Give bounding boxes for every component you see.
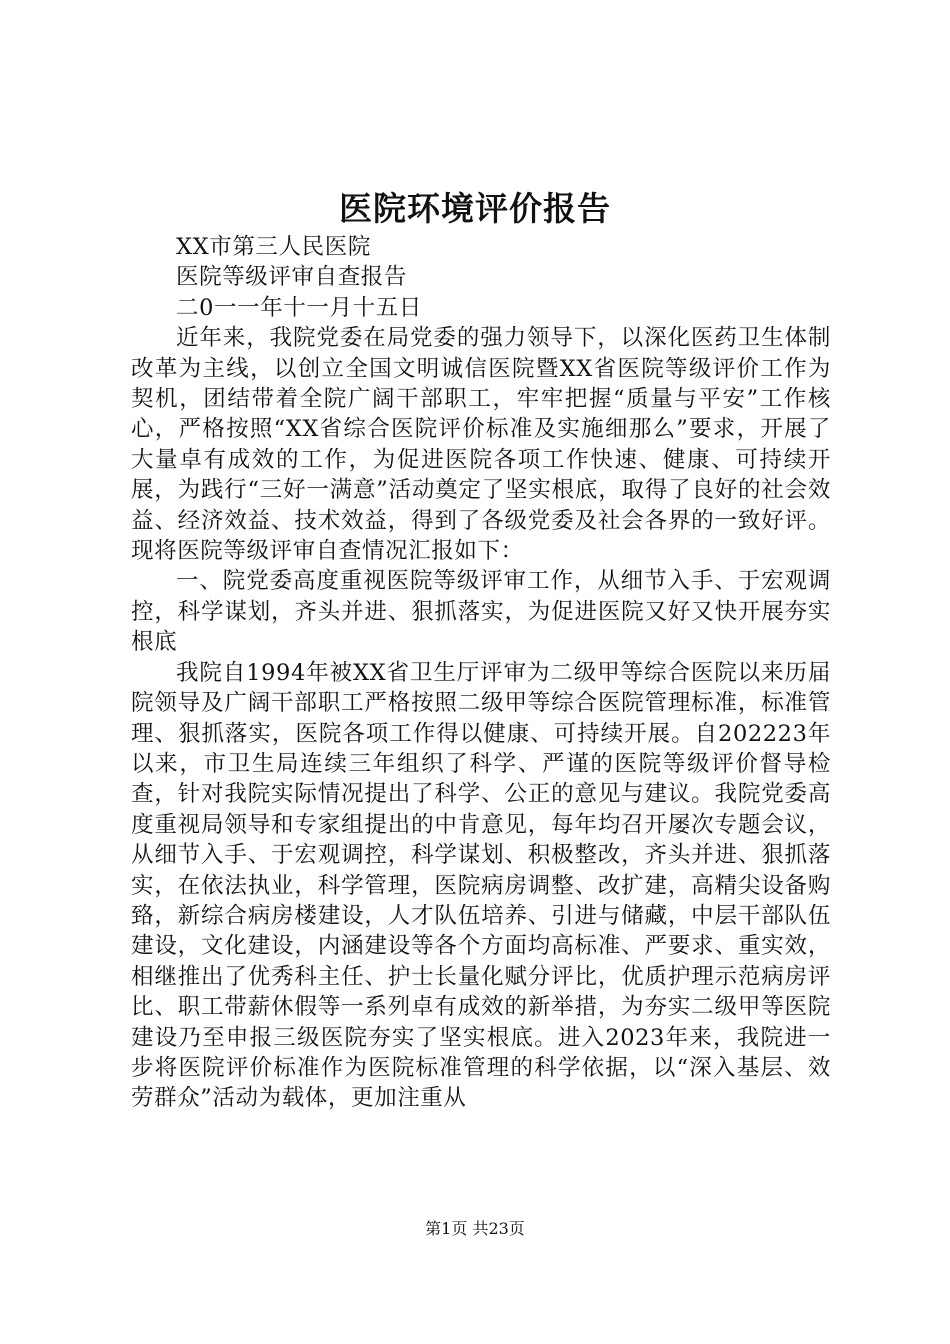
paragraph-report-title: 医院等级评审自查报告	[176, 264, 408, 291]
paragraph-date: 二0一一年十一月十五日	[176, 294, 422, 321]
document-body	[131, 232, 831, 1114]
page-footer: 第1页 共23页	[425, 1219, 525, 1238]
paragraph-section-heading: 一、院党委高度重视医院等级评审工作，从细节入手、于宏观调控，科学谋划，齐头并进、狠抓落实，为促进医院又好又快开展夯实根底	[131, 568, 831, 656]
paragraph-body: 我院自1994年被XX省卫生厅评审为二级甲等综合医院以来历届院领导及广阔干部职工严格按照二级甲等综合医院管理标准，标准管理、狠抓落实，医院各项工作得以健康、可持续开展。自202223年以来，市卫生局连续三年组织了科学、严谨的医院等级评价督导检查，针对我院实际情况提出了科学、公正的意见与建议。我院党委高度重视局领导和专家组提出的中肯意见，每年均召开屡次专题会议，从细节入手、于宏观调控，科学谋划、积极整改，齐头并进、狠抓落实，在依法执业，科学管理，医院病房调整、改扩建，高精尖设备购臵，新综合病房楼建设，人才队伍培养、引进与储藏，中层干部队伍建设，文化建设，内涵建设等各个方面均高标准、严要求、重实效，相继推出了优秀科主任、护士长量化赋分评比，优质护理示范病房评比、职工带薪休假等一系列卓有成效的新举措，为夯实二级甲等医院建设乃至申报三级医院夯实了坚实根底。进入2023年来，我院进一步将医院评价标准作为医院标准管理的科学依据，以“深入基层、效劳群众”活动为载体，更加注重从	[131, 659, 831, 1112]
paragraph-hospital-name: XX市第三人民医院	[176, 234, 371, 260]
paragraph-intro: 近年来，我院党委在局党委的强力领导下，以深化医药卫生体制改革为主线，以创立全国文明诚信医院暨XX省医院等级评价工作为契机，团结带着全院广阔干部职工，牢牢把握“质量与平安”工作核心，严格按照“XX省综合医院评价标准及实施细那么”要求，开展了大量卓有成效的工作，为促进医院各项工作快速、健康、可持续开展，为践行“三好一满意”活动奠定了坚实根底，取得了良好的社会效益、经济效益、技术效益，得到了各级党委及社会各界的一致好评。现将医院等级评审自查情况汇报如下：	[131, 325, 831, 565]
document-title: 医院环境评价报告	[339, 189, 611, 228]
